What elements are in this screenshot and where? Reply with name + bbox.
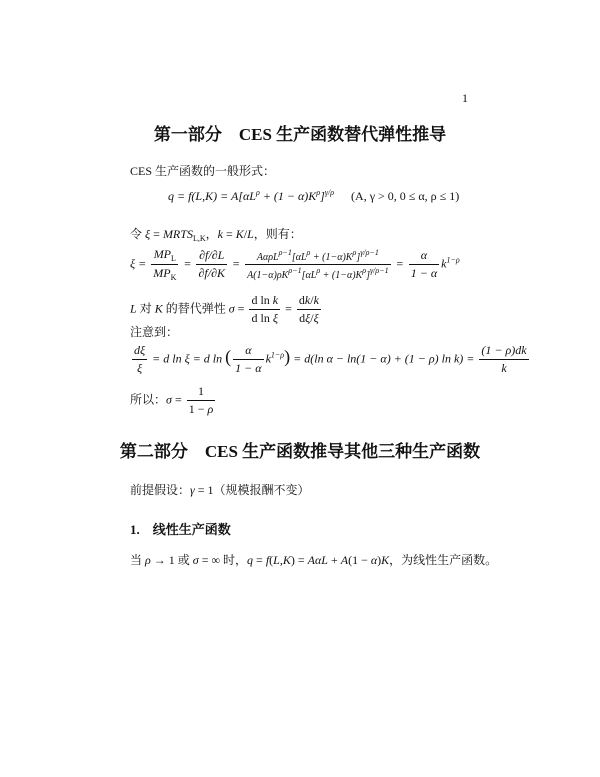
assumption-line: 前提假设：γ = 1（规模报酬不变） (130, 483, 310, 497)
mrts-equation: ξ = $\frac{MP_L}{MP_K}$ = $\frac{\partial f/\partial L}{\partial f/\partial K}$ = $\frac{A\alpha\rho L^{\rho-1}[\alpha L^\rho + (1-\alpha)K^\rho]^{\gamma/\rho-1}}{A(1-\alpha)\rho K^{\rho-1}[\alpha L^\rho + (1-\alpha)K^\rho]^{\gamma/\rho-1}}$ = $\frac{\alpha}{1 - \alpha}$ $k^{1-\rho}$ (130, 247, 460, 282)
page-number: 1 (462, 91, 468, 105)
section1-title: 1. 线性生产函数 (130, 522, 231, 537)
differential-equation: $\frac{d\xi}{\xi}$ = d ln ξ = d ln ( $\frac{\alpha}{1 - \alpha}$ $k^{1-\rho}) = d(\ln$ α − ln(1 − α) + (1 − ρ) ln k) = $\frac{(1 - \rho)dk}{k}$ (134, 343, 527, 375)
section1-text: 当 ρ → 1 或 σ = ∞ 时，q = f(L,K) = AαL + A(1 − α)K，为线性生产函数。 (130, 553, 498, 567)
note-label: 注意到： (130, 325, 179, 339)
part2-title: 第二部分 CES 生产函数推导其他三种生产函数 (119, 442, 481, 461)
result-line: 所以：σ = $\frac{1}{1 - \rho}$ (130, 384, 214, 416)
elasticity-definition: L 对 K 的替代弹性 σ = $\frac{\text{d ln k}}{\text{d ln ξ}}$ = $\frac{dk/k}{d\xi/\xi}$ (130, 293, 319, 325)
general-form-equation: $q = f(L,K) = A[\alpha L^\rho + (1 - \alpha)K^\rho]^{\gamma/\rho}$ (A, γ > 0, 0 ≤ α, ρ ≤ 1) (168, 188, 460, 203)
part1-intro: CES 生产函数的一般形式： (130, 164, 276, 178)
let-definition: 令 $\xi = MRTS_{L,K}$，k = K/L，则有： (130, 227, 302, 243)
part1-title: 第一部分 CES 生产函数替代弹性推导 (153, 125, 447, 144)
